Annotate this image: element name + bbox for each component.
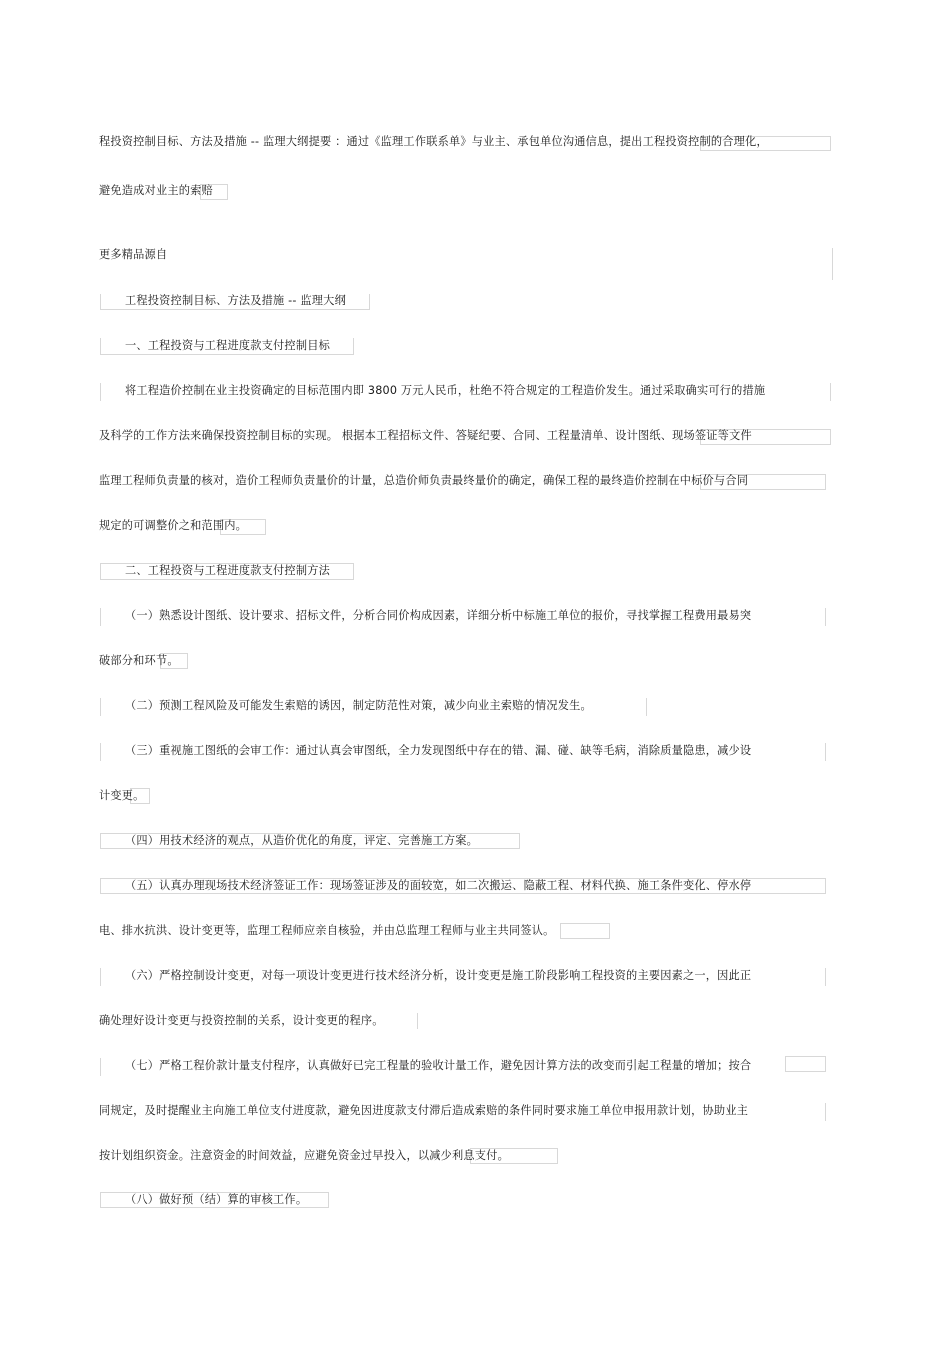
section-heading: 一、工程投资与工程进度款支付控制目标 bbox=[125, 339, 330, 352]
paragraph-line: 监理工程师负责量的核对，造价工程师负责量价的计量，总造价师负责最终量价的确定，确保工程的最终造价控制在中标价与合同 bbox=[99, 474, 749, 487]
cell-rule bbox=[825, 968, 826, 986]
cell-rule bbox=[417, 1013, 418, 1029]
cell-rule bbox=[100, 968, 101, 986]
cell-frame bbox=[785, 1056, 826, 1072]
cell-rule bbox=[825, 608, 826, 626]
paragraph-line: 将工程造价控制在业主投资确定的目标范围内即 3800 万元人民币，杜绝不符合规定的工程造价发生。通过采取确实可行的措施 bbox=[125, 384, 766, 397]
cell-rule bbox=[825, 1103, 826, 1121]
document-title: 工程投资控制目标、方法及措施 -- 监理大纲 bbox=[125, 294, 346, 307]
cell-rule bbox=[832, 248, 833, 280]
list-item: （八）做好预（结）算的审核工作。 bbox=[125, 1193, 308, 1206]
list-item: 电、排水抗洪、设计变更等，监理工程师应亲自核验，并由总监理工程师与业主共同签认。 bbox=[99, 924, 555, 937]
cell-rule bbox=[100, 743, 101, 761]
list-item: 按计划组织资金。注意资金的时间效益，应避免资金过早投入，以减少利息支付。 bbox=[99, 1149, 509, 1162]
list-item: （二）预测工程风险及可能发生索赔的诱因，制定防范性对策，减少向业主索赔的情况发生。 bbox=[125, 699, 592, 712]
list-item: 计变更。 bbox=[99, 789, 145, 802]
list-item: 确处理好设计变更与投资控制的关系，设计变更的程序。 bbox=[99, 1014, 384, 1027]
list-item: 破部分和环节。 bbox=[99, 654, 179, 667]
cell-rule bbox=[100, 1058, 101, 1076]
source-note: 更多精品源自 bbox=[99, 248, 168, 261]
cell-rule bbox=[825, 743, 826, 761]
list-item: （一）熟悉设计图纸、设计要求、招标文件，分析合同价构成因素，详细分析中标施工单位的报价，寻找掌握工程费用最易突 bbox=[125, 609, 752, 622]
section-heading: 二、工程投资与工程进度款支付控制方法 bbox=[125, 564, 330, 577]
header-line: 避免造成对业主的索赔 bbox=[99, 184, 213, 197]
list-item: （五）认真办理现场技术经济签证工作：现场签证涉及的面较宽，如二次搬运、隐蔽工程、材料代换、施工条件变化、停水停 bbox=[125, 879, 752, 892]
paragraph-line: 规定的可调整价之和范围内。 bbox=[99, 519, 248, 532]
cell-rule bbox=[100, 608, 101, 626]
list-item: （七）严格工程价款计量支付程序，认真做好已完工程量的验收计量工作，避免因计算方法的改变而引起工程量的增加；按合 bbox=[125, 1059, 752, 1072]
cell-rule bbox=[100, 698, 101, 716]
cell-rule bbox=[100, 383, 101, 401]
list-item: （六）严格控制设计变更，对每一项设计变更进行技术经济分析，设计变更是施工阶段影响工程投资的主要因素之一，因此正 bbox=[125, 969, 752, 982]
paragraph-line: 及科学的工作方法来确保投资控制目标的实现。 根据本工程招标文件、答疑纪要、合同、工程量清单、设计图纸、现场签证等文件 bbox=[99, 429, 752, 442]
cell-frame bbox=[560, 923, 610, 939]
list-item: （四）用技术经济的观点，从造价优化的角度，评定、完善施工方案。 bbox=[125, 834, 479, 847]
cell-rule bbox=[830, 383, 831, 401]
list-item: （三）重视施工图纸的会审工作：通过认真会审图纸，全力发现图纸中存在的错、漏、碰、缺等毛病，消除质量隐患，减少设 bbox=[125, 744, 752, 757]
cell-rule bbox=[646, 698, 647, 716]
header-line: 程投资控制目标、方法及措施 -- 监理大纲提要 ：通过《监理工作联系单》与业主、承包单位沟通信息，提出工程投资控制的合理化， bbox=[99, 135, 768, 148]
list-item: 同规定，及时提醒业主向施工单位支付进度款，避免因进度款支付滞后造成索赔的条件同时要求施工单位申报用款计划，协助业主 bbox=[99, 1104, 749, 1117]
